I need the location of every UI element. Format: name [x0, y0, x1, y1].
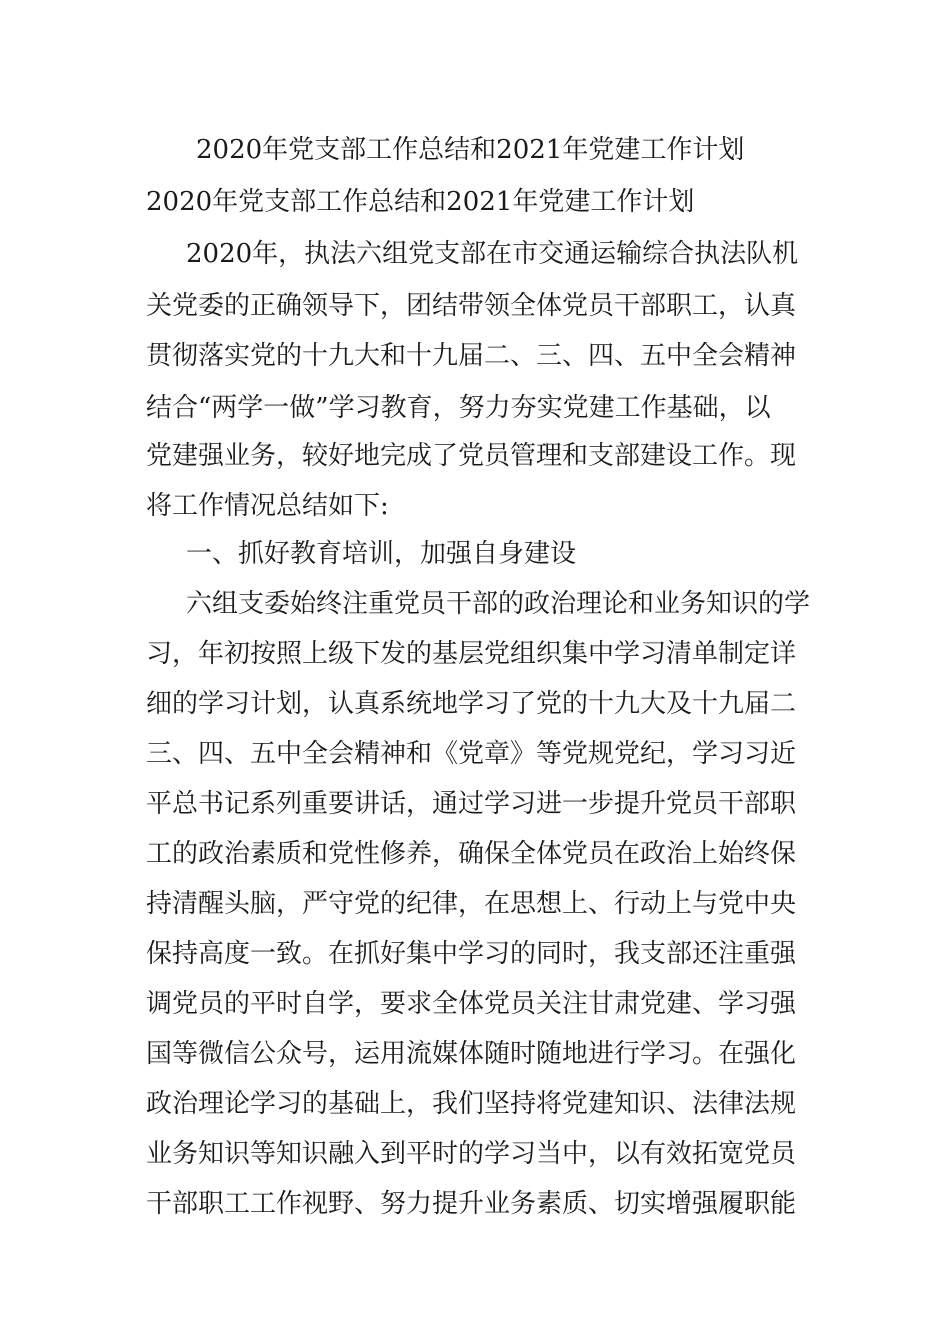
paragraph-line: 平总书记系列重要讲话，通过学习进一步提升党员干部职	[146, 789, 797, 819]
paragraph-line: 工的政治素质和党性修养，确保全体党员在政治上始终保	[146, 839, 797, 869]
paragraph-line: 国等微信公众号，运用流媒体随时随地进行学习。在强化	[146, 1039, 797, 1069]
paragraph-line: 保持高度一致。在抓好集中学习的同时，我支部还注重强	[146, 939, 797, 969]
paragraph-line: 干部职工工作视野、努力提升业务素质、切实增强履职能	[146, 1189, 797, 1219]
paragraph-line: 贯彻落实党的十九大和十九届二、三、四、五中全会精神	[146, 341, 797, 371]
paragraph-line: 习，年初按照上级下发的基层党组织集中学习清单制定详	[146, 639, 797, 669]
paragraph-line: 将工作情况总结如下:	[146, 491, 389, 521]
document-title: 2020年党支部工作总结和2021年党建工作计划	[196, 135, 745, 165]
paragraph-line: 2020年，执法六组党支部在市交通运输综合执法队机	[186, 239, 799, 269]
paragraph-line: 调党员的平时自学，要求全体党员关注甘肃党建、学习强	[146, 989, 797, 1019]
paragraph-line: 三、四、五中全会精神和《党章》等党规党纪，学习习近	[146, 739, 797, 769]
paragraph-line: 关党委的正确领导下，团结带领全体党员干部职工，认真	[146, 291, 797, 321]
section-heading: 一、抓好教育培训，加强自身建设	[186, 539, 577, 569]
paragraph-line: 政治理论学习的基础上，我们坚持将党建知识、法律法规	[146, 1089, 797, 1119]
paragraph-line: 业务知识等知识融入到平时的学习当中，以有效拓宽党员	[146, 1139, 797, 1169]
paragraph-line: 持清醒头脑，严守党的纪律，在思想上、行动上与党中央	[146, 889, 797, 919]
paragraph-line: 细的学习计划，认真系统地学习了党的十九大及十九届二	[146, 689, 797, 719]
paragraph-line: 党建强业务，较好地完成了党员管理和支部建设工作。现	[146, 441, 797, 471]
document-subtitle: 2020年党支部工作总结和2021年党建工作计划	[146, 187, 695, 217]
paragraph-line: 六组支委始终注重党员干部的政治理论和业务知识的学	[186, 589, 811, 619]
paragraph-line: 结合“两学一做”学习教育，努力夯实党建工作基础，以	[146, 393, 771, 423]
